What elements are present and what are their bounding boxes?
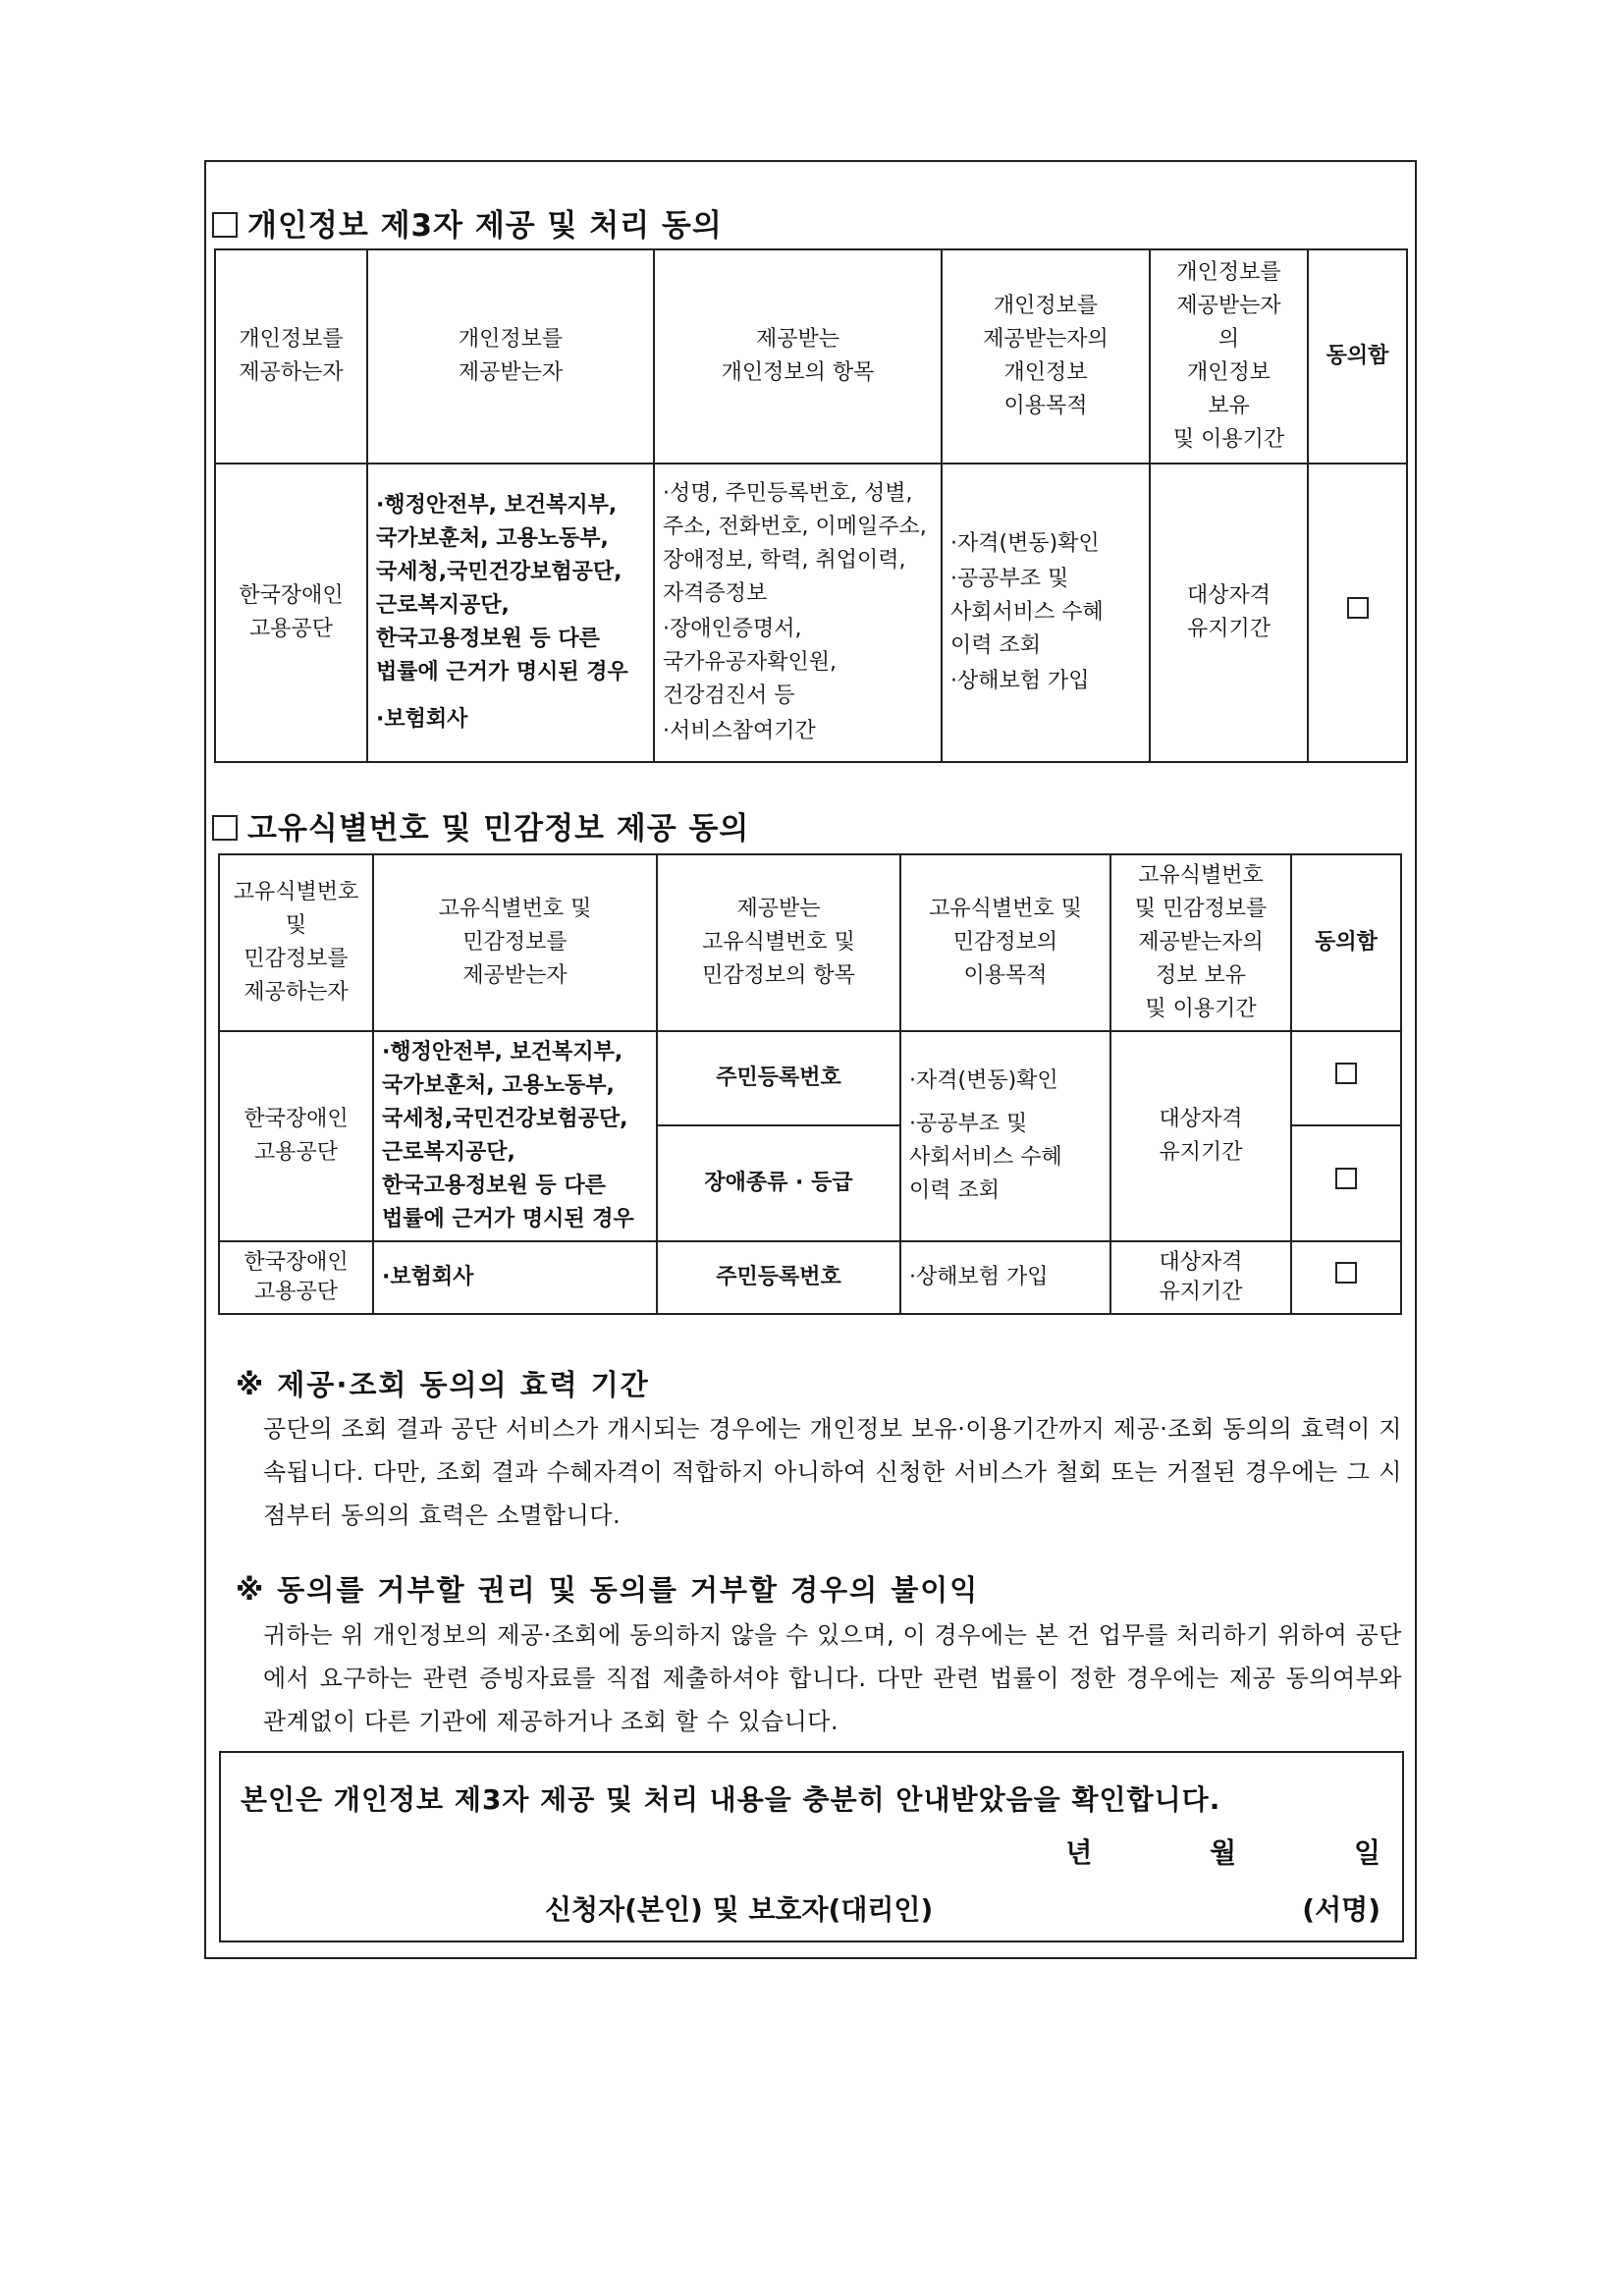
s2-r1-item-b: 장애종류 · 등급 [657,1125,900,1241]
s1-purposes: ·자격(변동)확인 ·공공부조 및 사회서비스 수혜 이력 조회 ·상해보험 가입 [942,464,1150,762]
confirmation-box [219,1751,1404,1942]
s2-r2-period: 대상자격 유지기간 [1110,1241,1291,1314]
section1-checkbox-icon [212,212,238,238]
section2-table [218,853,1402,1315]
s1-agree-checkbox[interactable] [1347,597,1369,619]
note2-title: ※ 동의를 거부할 권리 및 동의를 거부할 경우의 불이익 [236,1573,980,1607]
date-row [957,1831,1380,1871]
s2-r1-provider: 한국장애인 고용공단 [219,1031,373,1241]
signer-label: 신청자(본인) 및 보호자(대리인) [545,1893,934,1926]
s2-r1-period: 대상자격 유지기간 [1110,1031,1291,1241]
s2-r2-provider: 한국장애인 고용공단 [219,1241,373,1314]
note1-body: 공단의 조회 결과 공단 서비스가 개시되는 경우에는 개인정보 보유·이용기간까지 제공·조회 동의의 효력이 지속됩니다. 다만, 조회 결과 수혜자격이 적합하지 아니하여 신청한 서비스가 철회 또는 거절된 경우에는 그 시점부터 동의의 효력은 소멸합니다. [263,1415,1402,1529]
s2-h-recipient: 고유식별번호 및 민감정보를 제공받는자 [373,854,657,1031]
signature-field[interactable]: (서명) [1302,1893,1380,1926]
s1-recipients: ·행정안전부, 보건복지부, 국가보훈처, 고용노동부, 국세청,국민건강보험공단, 근로복지공단, 한국고용정보원 등 다른 법률에 근거가 명시된 경우 ·보험회사 [367,464,654,762]
s2-h-items: 제공받는 고유식별번호 및 민감정보의 항목 [657,854,900,1031]
s1-provider: 한국장애인 고용공단 [215,464,367,762]
s1-h-items: 제공받는 개인정보의 항목 [654,249,942,464]
section2-row1a [219,1031,1401,1125]
s1-h-recipient: 개인정보를 제공받는자 [367,249,654,464]
s1-h-purpose: 개인정보를 제공받는자의 개인정보 이용목적 [942,249,1150,464]
s2-r1-agree-checkbox-a[interactable] [1335,1063,1357,1084]
note1-title: ※ 제공·조회 동의의 효력 기간 [236,1368,650,1401]
s2-r1-agree-checkbox-b[interactable] [1335,1168,1357,1189]
s2-r1-purposes: ·자격(변동)확인 ·공공부조 및 사회서비스 수혜 이력 조회 [900,1031,1110,1241]
s1-h-provider: 개인정보를 제공하는자 [215,249,367,464]
section1-header-row [215,249,1407,464]
s1-period: 대상자격 유지기간 [1150,464,1308,762]
s1-items: ·성명, 주민등록번호, 성별, 주소, 전화번호, 이메일주소, 장애정보, 학력, 취업이력, 자격증정보 ·장애인증명서, 국가유공자확인원, 건강검진서 등 ·서비스참여기간 [654,464,942,762]
note2-body: 귀하는 위 개인정보의 제공·조회에 동의하지 않을 수 있으며, 이 경우에는 본 건 업무를 처리하기 위하여 공단에서 요구하는 관련 증빙자료를 직접 제출하셔야 합니다. 다만 관련 법률이 정한 경우에는 제공 동의여부와 관계없이 다른 기관에 제공하거나 조회 할 수 있습니다. [263,1621,1402,1735]
section2-title: 고유식별번호 및 민감정보 제공 동의 [212,803,749,847]
s2-h-agree: 동의함 [1291,854,1401,1031]
s2-r2-item: 주민등록번호 [657,1241,900,1314]
s1-h-agree: 동의함 [1308,249,1407,464]
section2-header-row [219,854,1401,1031]
s2-r1-recipients: ·행정안전부, 보건복지부, 국가보훈처, 고용노동부, 국세청,국민건강보험공단, 근로복지공단, 한국고용정보원 등 다른 법률에 근거가 명시된 경우 [373,1031,657,1241]
s2-h-purpose: 고유식별번호 및 민감정보의 이용목적 [900,854,1110,1031]
s1-agree-cell[interactable] [1308,464,1407,762]
section1-data-row [215,464,1407,762]
section1-table [214,248,1408,763]
s1-h-period: 개인정보를 제공받는자 의 개인정보 보유 및 이용기간 [1150,249,1308,464]
s2-h-period: 고유식별번호 및 민감정보를 제공받는자의 정보 보유 및 이용기간 [1110,854,1291,1031]
s2-r1-item-a: 주민등록번호 [657,1031,900,1125]
section2-row2 [219,1241,1401,1314]
day-label: 일 [1353,1836,1380,1869]
s2-r2-recipients: ·보험회사 [373,1241,657,1314]
section2-checkbox-icon [212,815,238,841]
s2-r2-purpose: ·상해보험 가입 [900,1241,1110,1314]
s2-r2-agree-checkbox[interactable] [1335,1262,1357,1284]
s2-r1-agree-cell-a[interactable] [1291,1031,1401,1125]
s2-h-provider: 고유식별번호 및 민감정보를 제공하는자 [219,854,373,1031]
year-label: 년 [1065,1836,1093,1869]
s2-r1-agree-cell-b[interactable] [1291,1125,1401,1241]
section1-title: 개인정보 제3자 제공 및 처리 동의 [212,200,723,245]
confirmation-text: 본인은 개인정보 제3자 제공 및 처리 내용을 충분히 안내받았음을 확인합니다. [241,1783,1221,1816]
s2-r2-agree-cell[interactable] [1291,1241,1401,1314]
month-label: 월 [1210,1836,1237,1869]
